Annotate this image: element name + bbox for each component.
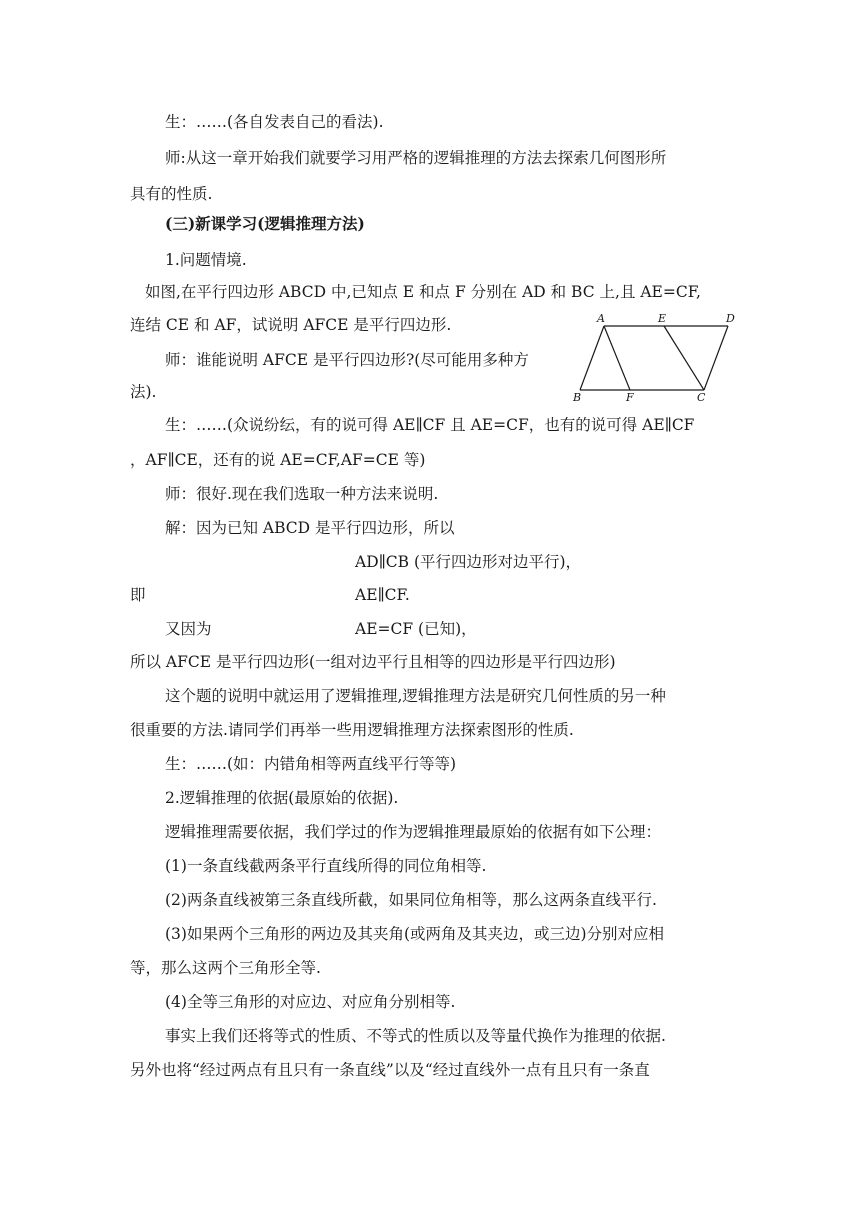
paragraph-line: 师：很好.现在我们选取一种方法来说明.	[165, 485, 439, 503]
axiom-item: (1)一条直线截两条平行直线所得的同位角相等.	[165, 857, 487, 875]
label-f: F	[626, 391, 634, 402]
proof-step: AE∥CF.	[355, 586, 410, 604]
proof-step: AE=CF (已知)，	[355, 620, 477, 638]
segment-af	[604, 326, 630, 390]
paragraph-line: 这个题的说明中就运用了逻辑推理,逻辑推理方法是研究几何性质的另一种	[165, 687, 666, 705]
label-c: C	[697, 391, 706, 402]
proof-step: AD∥CB (平行四边形对边平行)，	[355, 553, 582, 571]
subsection-heading: 2.逻辑推理的依据(最原始的依据).	[165, 789, 399, 807]
axiom-item: (2)两条直线被第三条直线所截，如果同位角相等，那么这两条直线平行.	[165, 891, 657, 909]
parallelogram-figure	[568, 312, 748, 402]
section-heading: (三)新课学习(逻辑推理方法)	[165, 214, 365, 233]
paragraph-line: 逻辑推理需要依据，我们学过的作为逻辑推理最原始的依据有如下公理：	[165, 823, 662, 841]
paragraph-line: 生：……(如：内错角相等两直线平行等等)	[165, 755, 457, 773]
paragraph-line: 生：……(众说纷纭，有的说可得 AE∥CF 且 AE=CF，也有的说可得 AE∥CF	[165, 416, 695, 434]
proof-conclusion: 所以 AFCE 是平行四边形(一组对边平行且相等的四边形是平行四边形)	[130, 653, 616, 671]
label-b: B	[573, 391, 582, 402]
paragraph-line: 法).	[130, 383, 157, 401]
paragraph-line: 解：因为已知 ABCD 是平行四边形，所以	[165, 519, 455, 537]
paragraph-line: 连结 CE 和 AF，试说明 AFCE 是平行四边形.	[130, 316, 452, 334]
paragraph-line: ，AF∥CE，还有的说 AE=CF,AF=CE 等)	[130, 451, 426, 469]
label-a: A	[597, 312, 605, 325]
paragraph-line: 如图,在平行四边形 ABCD 中,已知点 E 和点 F 分别在 AD 和 BC 上,且 AE=CF,	[145, 283, 701, 301]
label-e: E	[658, 312, 667, 325]
subsection-heading: 1.问题情境.	[165, 251, 247, 269]
paragraph-line: 很重要的方法.请同学们再举一些用逻辑推理方法探索图形的性质.	[130, 721, 574, 739]
proof-keyword: 又因为	[165, 620, 212, 638]
axiom-item: (3)如果两个三角形的两边及其夹角(或两角及其夹边，或三边)分别对应相	[165, 925, 665, 943]
proof-keyword: 即	[130, 586, 146, 604]
segment-ec	[664, 326, 704, 390]
paragraph-line: 事实上我们还将等式的性质、不等式的性质以及等量代换作为推理的依据.	[165, 1027, 666, 1045]
paragraph-line: 具有的性质.	[130, 185, 213, 203]
paragraph-line: 生：……(各自发表自己的看法).	[165, 113, 384, 131]
paragraph-line: 师:从这一章开始我们就要学习用严格的逻辑推理的方法去探索几何图形所	[165, 149, 667, 167]
side-dc	[704, 326, 728, 390]
side-ab	[580, 326, 604, 390]
label-d: D	[726, 312, 735, 325]
axiom-item: (4)全等三角形的对应边、对应角分别相等.	[165, 993, 456, 1011]
paragraph-line: 另外也将“经过两点有且只有一条直线”以及“经过直线外一点有且只有一条直	[130, 1061, 650, 1079]
axiom-item-continued: 等，那么这两个三角形全等.	[130, 959, 321, 977]
paragraph-line: 师：谁能说明 AFCE 是平行四边形?(尽可能用多种方	[165, 351, 529, 369]
